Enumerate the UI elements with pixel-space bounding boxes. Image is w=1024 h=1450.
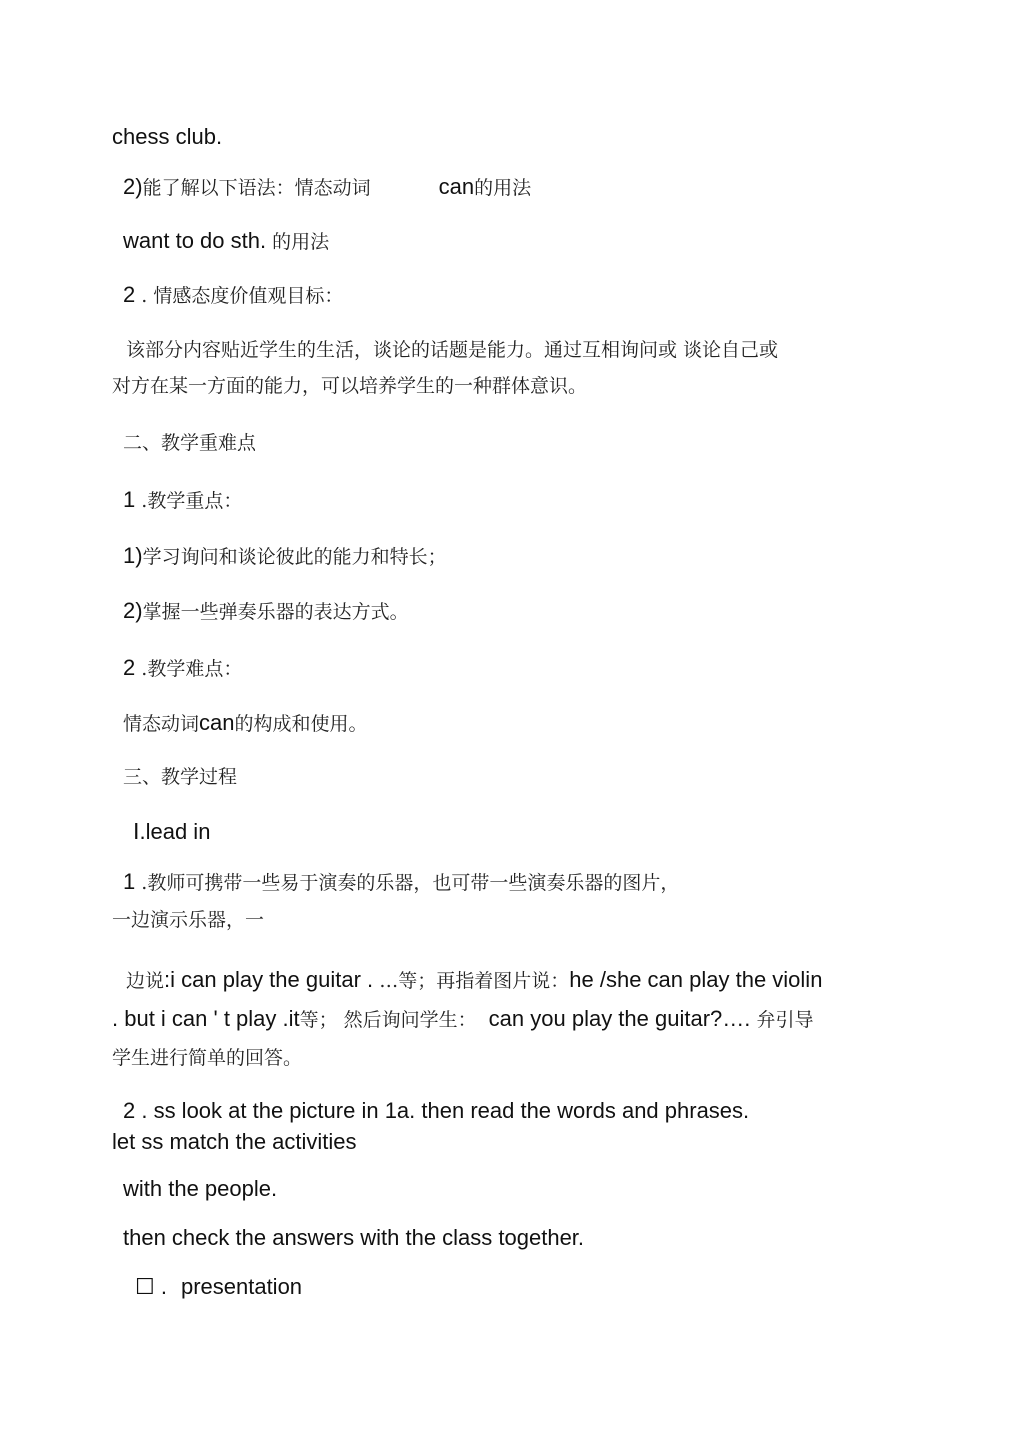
text-span: can — [199, 710, 235, 735]
section-heading — [123, 764, 237, 790]
text-span: 1 — [123, 869, 136, 894]
text-span: Ⅰ.lead in — [133, 819, 211, 844]
text-span: .教师可携带一些易于演奏的乐器，也可带一些演奏乐器的图片， — [135, 872, 680, 894]
text-line — [123, 655, 242, 682]
text-line — [126, 337, 778, 363]
text-line — [123, 1225, 584, 1251]
text-line — [135, 1274, 302, 1300]
text-line — [112, 124, 222, 150]
text-line — [112, 373, 587, 399]
text-span: ☐ . — [135, 1274, 167, 1299]
text-line — [123, 1098, 749, 1124]
text-span: .教学重点： — [135, 490, 243, 512]
text-span: let ss match the activities — [112, 1129, 357, 1154]
text-line — [123, 282, 343, 309]
text-span: 学习询问和谈论彼此的能力和特长； — [142, 546, 447, 568]
text-line — [112, 1006, 814, 1033]
text-span: can you play the guitar?…. — [488, 1006, 757, 1031]
text-line — [126, 967, 822, 994]
text-span: :i can play the guitar . — [164, 967, 380, 992]
text-span: can — [438, 174, 475, 199]
text-line — [123, 710, 368, 737]
text-line — [123, 487, 242, 514]
text-span: 2 — [123, 282, 136, 307]
text-line — [123, 228, 329, 255]
text-span: 1) — [123, 543, 143, 568]
text-line — [112, 1129, 357, 1155]
text-line — [112, 907, 264, 933]
text-span: 的用法 — [474, 177, 532, 199]
text-span: 二、教学重难点 — [123, 432, 257, 454]
text-span: 情态动词 — [123, 713, 200, 735]
text-span: 的构成和使用。 — [234, 713, 368, 735]
text-span: presentation — [180, 1274, 303, 1299]
text-span: .教学难点： — [135, 658, 243, 680]
section-heading — [123, 430, 256, 456]
text-span: 2) — [123, 174, 143, 199]
text-span: 一边演示乐器，一 — [112, 909, 265, 931]
text-span: …等；再指着图片说： — [379, 970, 570, 992]
text-span: 该部分内容贴近学生的生活，谈论的话题是能力。通过互相询问或 谈论自己或 — [126, 339, 779, 361]
text-line — [123, 1176, 277, 1202]
text-line — [123, 543, 447, 570]
text-span: then check the answers with the class together. — [123, 1225, 585, 1250]
text-line — [112, 1045, 302, 1071]
text-line — [123, 869, 679, 896]
text-span: 对方在某一方面的能力，可以培养学生的一种群体意识。 — [112, 375, 588, 397]
text-span: 等； 然后询问学生： — [299, 1009, 477, 1031]
text-span: 边说 — [126, 970, 165, 992]
text-span: 2 — [123, 655, 136, 680]
text-line — [123, 174, 531, 201]
text-span: 学生进行简单的回答。 — [112, 1047, 303, 1069]
text-span: 1 — [123, 487, 136, 512]
text-span: . but i can ' t play .it — [112, 1006, 300, 1031]
text-span: 的用法 — [266, 231, 330, 253]
text-span: 弁引导 — [756, 1009, 814, 1031]
text-span: with the people. — [123, 1176, 278, 1201]
text-span: 2) — [123, 598, 143, 623]
text-span: 2 . ss look at the picture in 1a. then read the words and phrases. — [123, 1098, 750, 1123]
text-span: chess club. — [112, 124, 223, 149]
text-span: want to do sth. — [123, 228, 267, 253]
text-line — [133, 819, 210, 845]
text-line — [123, 598, 409, 625]
text-span: he /she can play the violin — [569, 967, 823, 992]
text-span: . 情感态度价值观目标： — [135, 285, 344, 307]
text-span: 三、教学过程 — [123, 766, 238, 788]
text-span: 掌握一些弹奏乐器的表达方式。 — [142, 601, 409, 623]
text-span: 能了解以下语法：情态动词 — [142, 177, 371, 199]
